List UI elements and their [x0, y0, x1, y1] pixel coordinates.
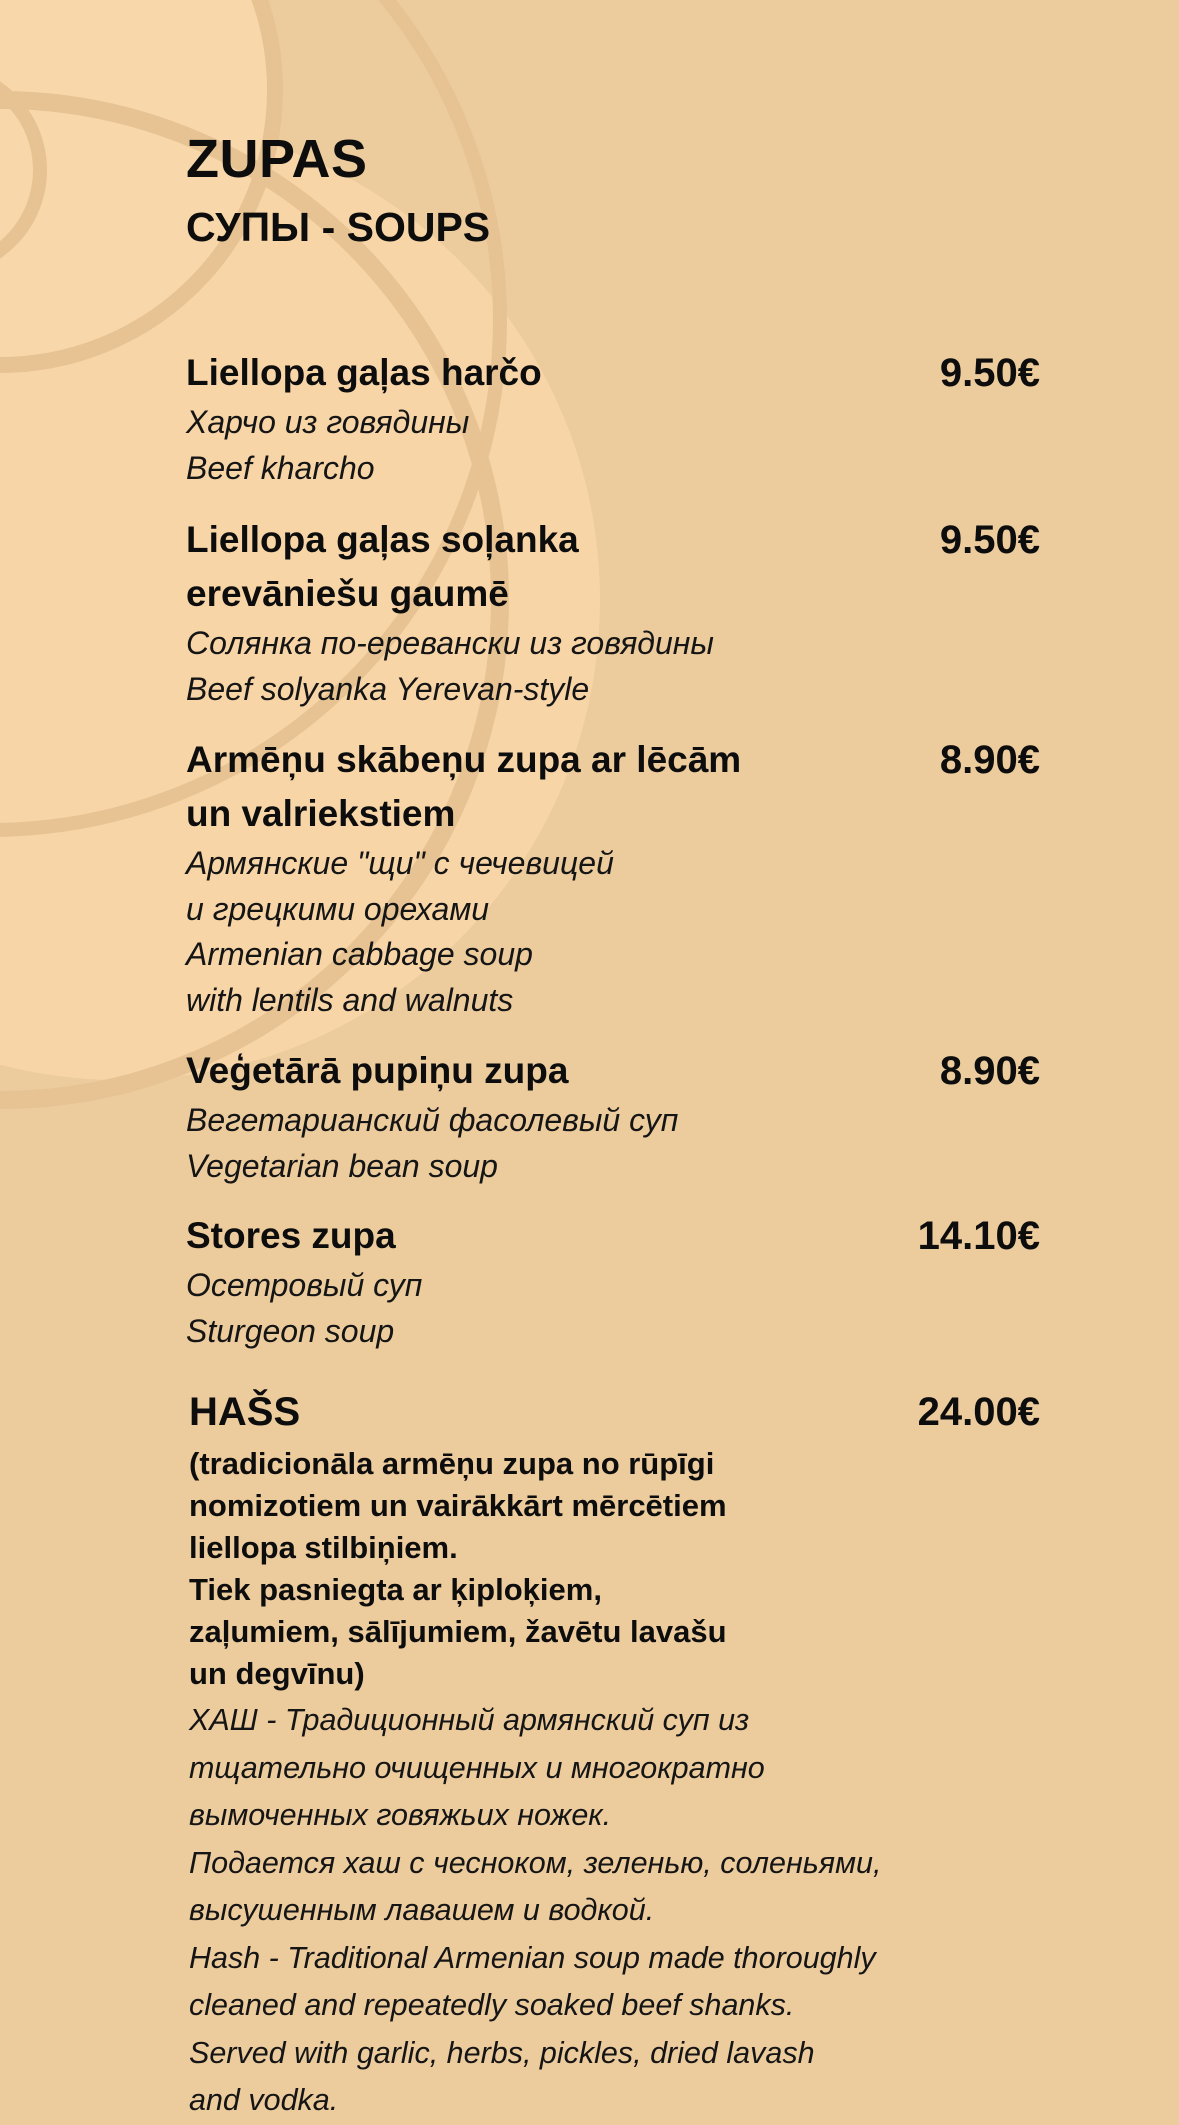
menu-item-price: 9.50€ [939, 518, 1040, 562]
menu-item [186, 1044, 1040, 1189]
section-subtitle: СУПЫ - SOUPS [186, 204, 491, 250]
menu-item-description: ХАШ - Традиционный армянский суп из тщательно очищенных и многократно вымоченных говяжьих ножек. Подается хаш с чесноком, зеленью, соленьями, высушенным лавашем и водкой. Hash - Traditional Armenian soup made thoroughly cleaned and repeatedly soaked beef shanks. Served with garlic, herbs, pickles, dried lavash and vodka. [189, 1703, 882, 2117]
menu-item [186, 513, 1040, 712]
menu-item-price: 8.90€ [939, 1049, 1040, 1093]
menu-item-description: Вегетарианский фасолевый суп Vegetarian bean soup [186, 1102, 679, 1184]
menu-item [186, 1209, 1040, 1354]
menu-item-description: Солянка по-еревански из говядины Beef solyanka Yerevan-style [186, 625, 714, 707]
menu-item-price: 14.10€ [917, 1214, 1040, 1258]
menu-item-price: 9.50€ [939, 351, 1040, 395]
menu-item-name: Liellopa gaļas soļanka erevāniešu gaumē [186, 519, 579, 614]
menu-item-name: HAŠS [189, 1390, 301, 1434]
section-title: ZUPAS [186, 129, 368, 189]
menu-item-description: Харчо из говядины Beef kharcho [186, 404, 470, 486]
menu-item [186, 346, 1040, 491]
menu-item-name: Armēņu skābeņu zupa ar lēcām un valriekstiem [186, 739, 742, 834]
menu-item-price: 24.00€ [917, 1390, 1040, 1434]
menu-item-name: Veģetārā pupiņu zupa [186, 1050, 569, 1091]
menu-item-description: Армянские "щи" с чечевицей и грецкими орехами Armenian cabbage soup with lentils and walnuts [186, 845, 614, 1018]
menu-item-latvian-description: (tradicionāla armēņu zupa no rūpīgi nomizotiem un vairākkārt mērcētiem liellopa stilbiņiem. Tiek pasniegta ar ķiploķiem, zaļumiem, sālījumiem, žavētu lavašu un degvīnu) [189, 1446, 727, 1691]
menu-item-name: Stores zupa [186, 1215, 396, 1256]
menu-item-hash [189, 1385, 1040, 2125]
menu-item-description: Осетровый суп Sturgeon soup [186, 1267, 423, 1349]
menu-item-price: 8.90€ [939, 738, 1040, 782]
menu-item-name: Liellopa gaļas harčo [186, 352, 542, 393]
menu-item [186, 733, 1040, 1023]
